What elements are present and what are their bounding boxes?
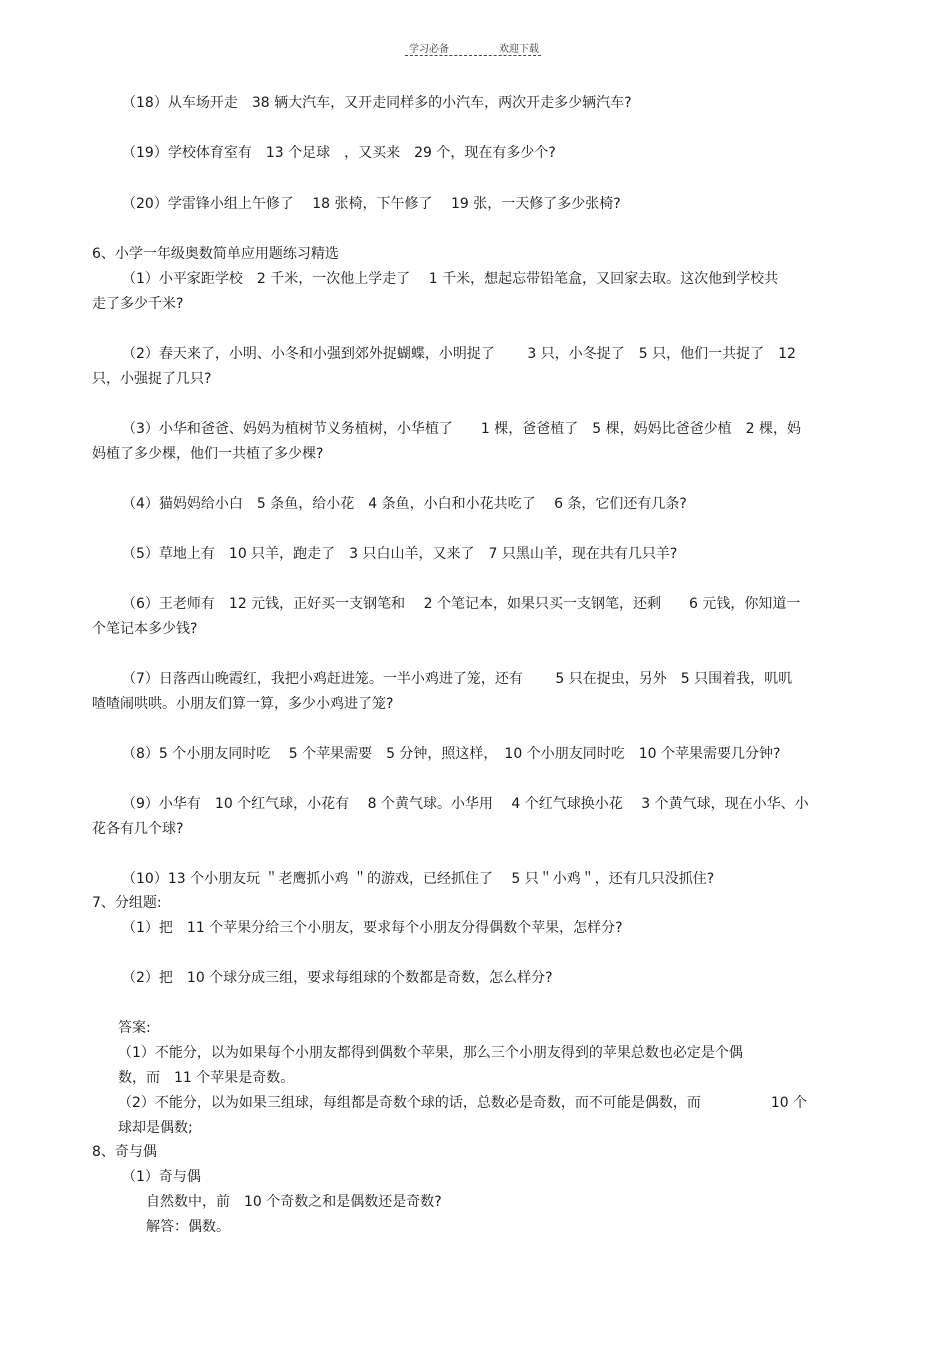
header-divider xyxy=(405,55,541,56)
problem-3-line-1: （3）小华和爸爸、妈妈为植树节义务植树，小华植了 1 棵，爸爸植了 5 棵，妈妈比爸爸少植 2 棵，妈 xyxy=(122,421,801,437)
header-right-text: 欢迎下载 xyxy=(499,44,539,55)
problem-7-line-2: 喳喳闹哄哄。小朋友们算一算，多少小鸡进了笼? xyxy=(92,696,394,712)
odd-even-subheading: （1）奇与偶 xyxy=(122,1169,201,1185)
problem-9-line-2: 花各有几个球? xyxy=(92,821,184,837)
problem-4: （4）猫妈妈给小白 5 条鱼，给小花 4 条鱼，小白和小花共吃了 6 条，它们还有几条? xyxy=(122,496,687,512)
problem-3-line-2: 妈植了多少棵，他们一共植了多少棵? xyxy=(92,446,324,462)
question-19: （19）学校体育室有 13 个足球 ，又买来 29 个，现在有多少个? xyxy=(122,145,556,161)
problem-7-line-1: （7）日落西山晚霞红，我把小鸡赶进笼。一半小鸡进了笼，还有 5 只在捉虫，另外 5 只围着我，叽叽 xyxy=(122,671,793,687)
odd-even-question: 自然数中，前 10 个奇数之和是偶数还是奇数? xyxy=(146,1194,442,1210)
answer-1-line-1: （1）不能分，以为如果每个小朋友都得到偶数个苹果，那么三个小朋友得到的苹果总数也必定是个偶 xyxy=(118,1045,743,1061)
question-18: （18）从车场开走 38 辆大汽车，又开走同样多的小汽车，两次开走多少辆汽车? xyxy=(122,95,632,111)
problem-1-line-1: （1）小平家距学校 2 千米，一次他上学走了 1 千米，想起忘带铅笔盒，又回家去取。这次他到学校共 xyxy=(122,271,779,287)
answer-2-line-2: 球却是偶数; xyxy=(118,1120,193,1136)
problem-10: （10）13 个小朋友玩 ＂老鹰抓小鸡 ＂的游戏，已经抓住了 5 只＂小鸡＂，还有几只没抓住? xyxy=(122,871,715,887)
answer-1-line-2: 数，而 11 个苹果是奇数。 xyxy=(118,1070,295,1086)
grouping-problem-2: （2）把 10 个球分成三组，要求每组球的个数都是奇数，怎么样分? xyxy=(122,970,553,986)
header-left-text: 学习必备 xyxy=(409,44,449,55)
grouping-problem-1: （1）把 11 个苹果分给三个小朋友，要求每个小朋友分得偶数个苹果，怎样分? xyxy=(122,920,623,936)
section-6-heading: 6、小学一年级奥数简单应用题练习精选 xyxy=(92,246,339,262)
problem-2-line-2: 只，小强捉了几只? xyxy=(92,371,212,387)
problem-1-line-2: 走了多少千米? xyxy=(92,296,184,312)
odd-even-answer: 解答：偶数。 xyxy=(146,1219,230,1235)
question-20: （20）学雷锋小组上午修了 18 张椅，下午修了 19 张，一天修了多少张椅? xyxy=(122,196,621,212)
problem-9-line-1: （9）小华有 10 个红气球，小花有 8 个黄气球。小华用 4 个红气球换小花 3 个黄气球，现在小华、小 xyxy=(122,796,809,812)
problem-2-line-1: （2）春天来了，小明、小冬和小强到郊外捉蝴蝶，小明捉了 3 只，小冬捉了 5 只，他们一共捉了 12 xyxy=(122,346,796,362)
problem-8: （8）5 个小朋友同时吃 5 个苹果需要 5 分钟，照这样， 10 个小朋友同时吃 10 个苹果需要几分钟? xyxy=(122,746,781,762)
section-7-heading: 7、分组题: xyxy=(92,895,162,911)
problem-5: （5）草地上有 10 只羊，跑走了 3 只白山羊，又来了 7 只黑山羊，现在共有几只羊? xyxy=(122,546,678,562)
answer-2-line-1: （2）不能分，以为如果三组球，每组都是奇数个球的话，总数必是奇数，而不可能是偶数，而 10 个 xyxy=(118,1095,808,1111)
answer-heading: 答案: xyxy=(118,1020,151,1036)
problem-6-line-2: 个笔记本多少钱? xyxy=(92,621,198,637)
section-8-heading: 8、奇与偶 xyxy=(92,1144,157,1160)
problem-6-line-1: （6）王老师有 12 元钱，正好买一支钢笔和 2 个笔记本，如果只买一支钢笔，还剩 6 元钱，你知道一 xyxy=(122,596,801,612)
